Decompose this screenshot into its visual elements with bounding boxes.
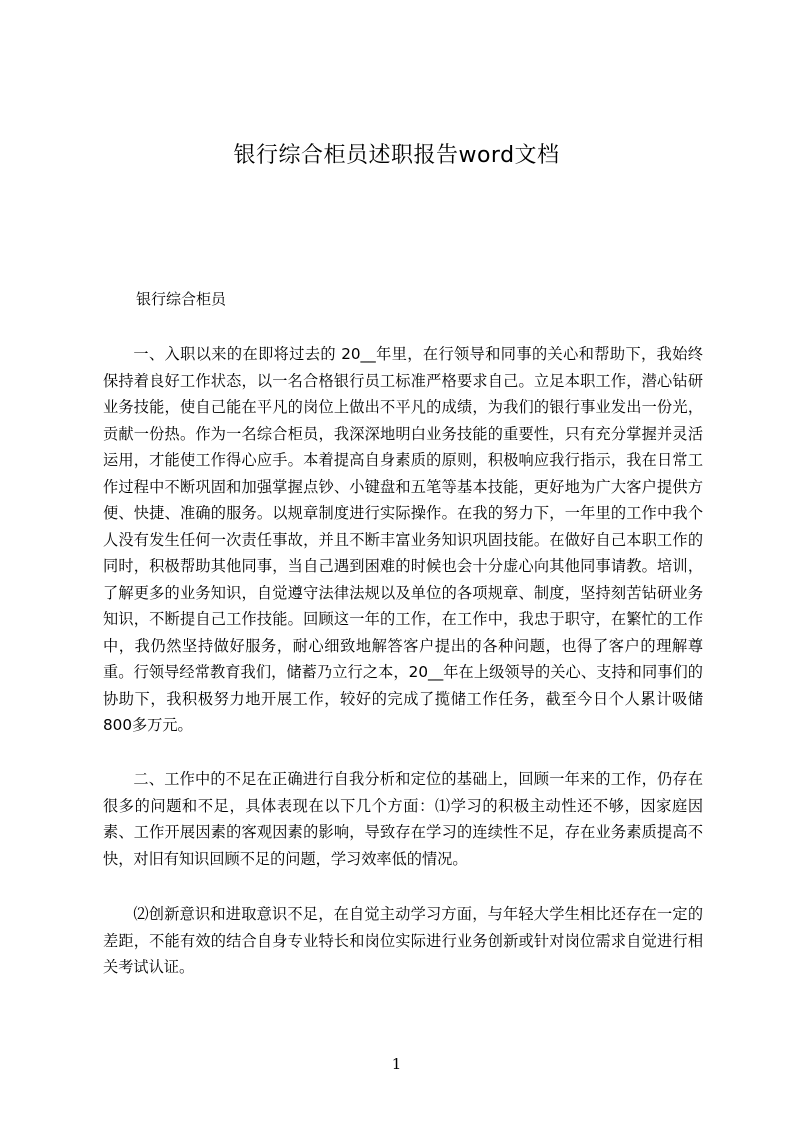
paragraph-2: 二、工作中的不足在正确进行自我分析和定位的基础上，回顾一年来的工作，仍存在很多的问题和不足，具体表现在以下几个方面：⑴学习的积极主动性还不够，因家庭因素、工作开展因素的客观因素的影响，导致存在学习的连续性不足，存在业务素质提高不快，对旧有知识回顾不足的问题，学习效率低的情况。 bbox=[103, 770, 703, 868]
paragraph-1: 一、入职以来的在即将过去的 20__年里，在行领导和同事的关心和帮助下，我始终保持着良好工作状态，以一名合格银行员工标准严格要求自己。立足本职工作，潜心钻研业务技能，使自己能在平凡的岗位上做出不平凡的成绩，为我们的银行事业发出一份光，贡献一份热。作为一名综合柜员，我深深地明白业务技能的重要性，只有充分掌握并灵活运用，才能使工作得心应手。本着提高自身素质的原则，积极响应我行指示，我在日常工作过程中不断巩固和加强掌握点钞、小键盘和五笔等基本技能，更好地为广大客户提供方便、快捷、准确的服务。以规章制度进行实际操作。在我的努力下，一年里的工作中我个人没有发生任何一次责任事故，并且不断丰富业务知识巩固技能。在做好自己本职工作的同时，积极帮助其他同事，当自己遇到困难的时候也会十分虚心向其他同事请教。培训，了解更多的业务知识，自觉遵守法律法规以及单位的各项规章、制度，坚持刻苦钻研业务知识，不断提自己工作技能。回顾这一年的工作，在工作中，我忠于职守，在繁忙的工作中，我仍然坚持做好服务，耐心细致地解答客户提出的各种问题，也得了客户的理解尊重。行领导经常教育我们，储蓄乃立行之本，20__年在上级领导的关心、支持和同事们的协助下，我积极努力地开展工作，较好的完成了揽储工作任务，截至今日个人累计吸储800多万元。 bbox=[103, 345, 703, 734]
document-title: 银行综合柜员述职报告word文档 bbox=[233, 143, 560, 168]
paragraph-3: ⑵创新意识和进取意识不足，在自觉主动学习方面，与年轻大学生相比还存在一定的差距，不能有效的结合自身专业特长和岗位实际进行业务创新或针对岗位需求自觉进行相关考试认证。 bbox=[103, 905, 703, 976]
page-number: 1 bbox=[391, 1055, 402, 1073]
document-subtitle: 银行综合柜员 bbox=[136, 290, 227, 308]
